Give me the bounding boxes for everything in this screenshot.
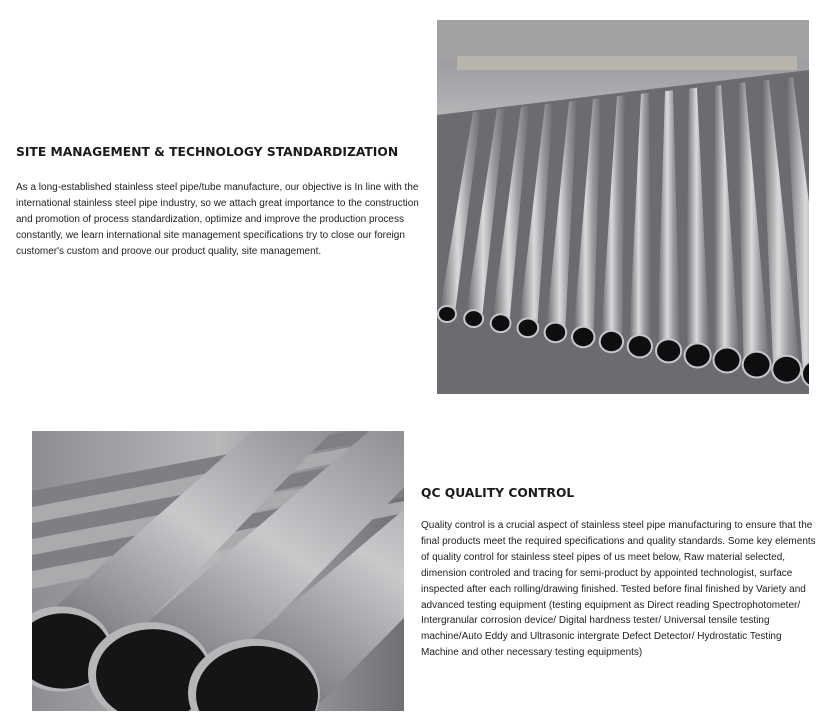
pipe-opening bbox=[686, 344, 710, 366]
pipe-opening bbox=[715, 349, 740, 372]
pipe-opening bbox=[773, 357, 800, 382]
steel-pipes-photo bbox=[437, 20, 809, 394]
pipe-opening bbox=[519, 319, 538, 336]
section-heading: SITE MANAGEMENT & TECHNOLOGY STANDARDIZATION bbox=[16, 145, 399, 159]
steel-pipes-closeup-illustration bbox=[32, 431, 404, 711]
pipe-opening bbox=[629, 336, 651, 356]
pipe-opening bbox=[492, 315, 510, 331]
pipe-opening bbox=[601, 332, 622, 351]
pipe-opening bbox=[546, 324, 566, 342]
pipe-opening bbox=[439, 307, 455, 321]
pipe-opening bbox=[657, 340, 680, 361]
steel-pipes-closeup-photo bbox=[32, 431, 404, 711]
section-heading: QC QUALITY CONTROL bbox=[421, 486, 575, 500]
section-paragraph: As a long-established stainless steel pipe/tube manufacture, our objective is In line with the international stainless steel pipe industry, so we attach great importance to the construction and promotion of process standardization, optimize and improve the production process constantly, we learn international site management specifications try to close our foreign customer's custom and proove our product quality, site management. bbox=[16, 182, 419, 257]
steel-pipes-illustration bbox=[437, 20, 809, 394]
pipe-opening bbox=[744, 353, 770, 377]
pipe-opening bbox=[573, 328, 594, 347]
pipe-opening bbox=[465, 311, 482, 326]
section-paragraph: Quality control is a crucial aspect of stainless steel pipe manufacturing to ensure that the final products meet the required specifications and quality standards. Some key elements of quality control for stainless steel pipes of us meet below, Raw material selected, dimension controled and tracing for semi-product by appointed technologist, surface inspected after each rolling/drawing finished. Tested before final finished by Variety and advanced testing equipment (testing equipment as Direct reading Spectrophotometer/ Intergranular corrosion device/ Digital hardness tester/ Universal tensile testing machine/Auto Eddy and Ultrasonic intergrate Defect Detector/ Hydrostatic Testing Machine and other necessary testing equipments) bbox=[421, 520, 816, 659]
